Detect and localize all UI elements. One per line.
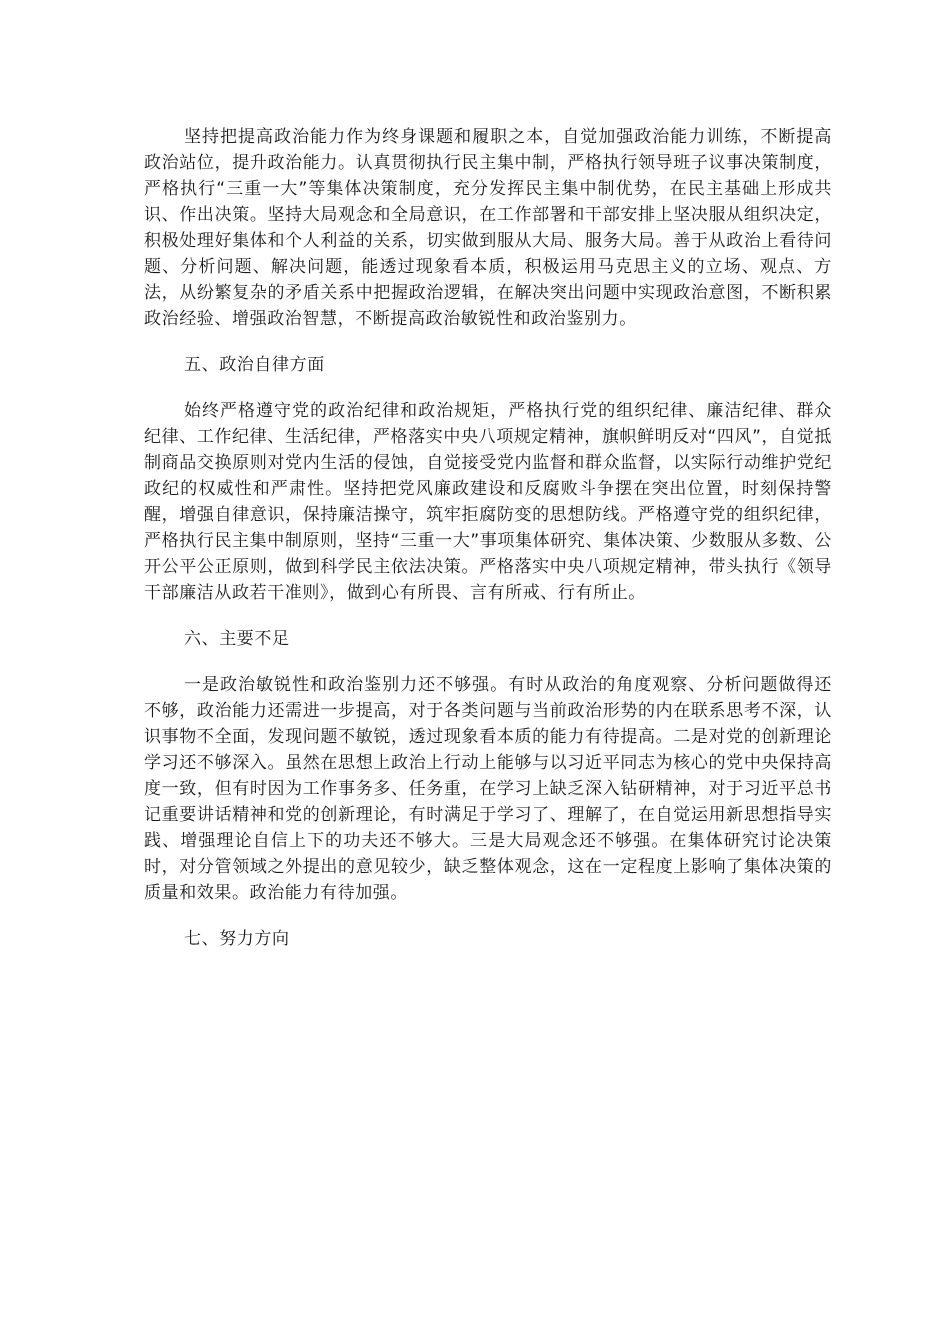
document-body [144,124,832,972]
paragraph-political-self-discipline: 始终严格遵守党的政治纪律和政治规矩，严格执行党的组织纪律、廉洁纪律、群众纪律、工作纪律、生活纪律，严格落实中央八项规定精神，旗帜鲜明反对“四风”，自觉抵制商品交换原则对党内生活的侵蚀，自觉接受党内监督和群众监督，以实际行动维护党纪政纪的权威性和严肃性。坚持把党风廉政建设和反腐败斗争摆在突出位置，时刻保持警醒，增强自律意识，保持廉洁操守，筑牢拒腐防变的思想防线。严格遵守党的组织纪律，严格执行民主集中制原则，坚持“三重一大”事项集体研究、集体决策、少数服从多数、公开公平公正原则，做到科学民主依法决策。严格落实中央八项规定精神，带头执行《领导干部廉洁从政若干准则》，做到心有所畏、言有所戒、行有所止。 [144,401,832,603]
section-heading-7: 七、努力方向 [184,929,290,949]
paragraph-political-ability: 坚持把提高政治能力作为终身课题和履职之本，自觉加强政治能力训练，不断提高政治站位，提升政治能力。认真贯彻执行民主集中制，严格执行领导班子议事决策制度，严格执行“三重一大”等集体决策制度，充分发挥民主集中制优势，在民主基础上形成共识、作出决策。坚持大局观念和全局意识，在工作部署和干部安排上坚决服从组织决定，积极处理好集体和个人利益的关系，切实做到服从大局、服务大局。善于从政治上看待问题、分析问题、解决问题，能透过现象看本质，积极运用马克思主义的立场、观点、方法，从纷繁复杂的矛盾关系中把握政治逻辑，在解决突出问题中实现政治意图，不断积累政治经验、增强政治智慧，不断提高政治敏锐性和政治鉴别力。 [144,127,832,329]
section-heading-6: 六、主要不足 [184,629,290,649]
paragraph-main-shortcomings: 一是政治敏锐性和政治鉴别力还不够强。有时从政治的角度观察、分析问题做得还不够，政治能力还需进一步提高，对于各类问题与当前政治形势的内在联系思考不深，认识事物不全面，发现问题不敏锐，透过现象看本质的能力有待提高。二是对党的创新理论学习还不够深入。虽然在思想上政治上行动上能够与以习近平同志为核心的党中央保持高度一致，但有时因为工作事务多、任务重，在学习上缺乏深入钻研精神，对于习近平总书记重要讲话精神和党的创新理论，有时满足于学习了、理解了，在自觉运用新思想指导实践、增强理论自信上下的功夫还不够大。三是大局观念还不够强。在集体研究讨论决策时，对分管领域之外提出的意见较少，缺乏整体观念，这在一定程度上影响了集体决策的质量和效果。政治能力有待加强。 [144,675,832,903]
section-heading-5: 五、政治自律方面 [184,355,325,375]
